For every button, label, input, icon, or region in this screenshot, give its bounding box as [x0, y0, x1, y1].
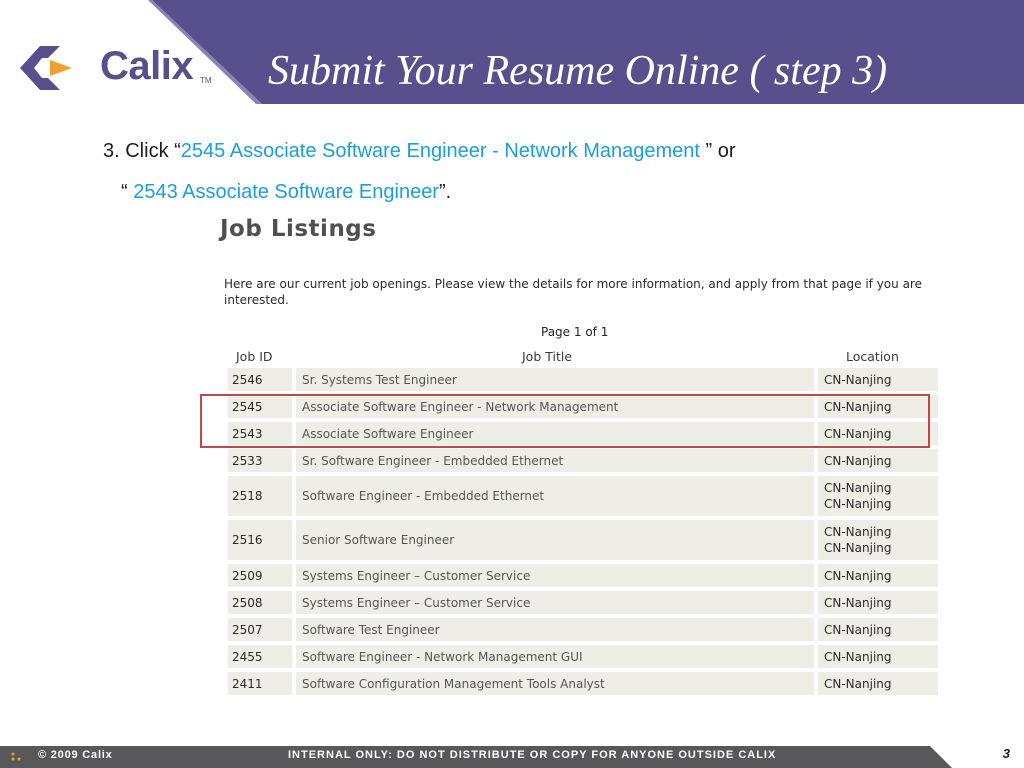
highlight-box — [200, 394, 930, 448]
job-title-link[interactable]: Software Configuration Management Tools Analyst — [296, 672, 814, 695]
job-id-cell: 2543 — [228, 422, 292, 445]
table-row[interactable] — [228, 591, 938, 614]
dots-icon — [10, 751, 24, 763]
job-id-cell: 2533 — [228, 449, 292, 472]
job-title-link[interactable]: Sr. Software Engineer - Embedded Ethernet — [296, 449, 814, 472]
column-header-job-title[interactable]: Job Title — [522, 349, 573, 364]
slide-title: Submit Your Resume Online ( step 3) — [268, 48, 888, 94]
job-title-link[interactable]: Associate Software Engineer - Network Management — [296, 395, 814, 418]
table-row[interactable] — [228, 672, 938, 695]
location-cell — [818, 645, 938, 668]
location-text: CN-Nanjing — [824, 497, 892, 511]
location-text: CN-Nanjing — [824, 649, 892, 664]
pagination-label: Page 1 of 1 — [541, 325, 609, 339]
job-title-link[interactable]: Sr. Systems Test Engineer — [296, 368, 814, 391]
job-listings-intro: Here are our current job openings. Please view the details for more information, and apply from that page if you are interested. — [224, 277, 922, 307]
location-text: CN-Nanjing — [824, 525, 892, 539]
job-title-link[interactable]: Systems Engineer – Customer Service — [296, 591, 814, 614]
job-link-2545[interactable]: 2545 Associate Software Engineer - Network Management — [180, 140, 700, 162]
job-id-cell: 2509 — [228, 564, 292, 587]
instruction-suffix: ” or — [699, 140, 736, 162]
location-text: CN-Nanjing — [824, 676, 892, 691]
location-text: CN-Nanjing — [824, 372, 892, 387]
instruction-suffix-2: ”. — [438, 181, 452, 203]
instruction-prefix: 3. Click “ — [103, 140, 181, 162]
job-link-2543[interactable]: 2543 Associate Software Engineer — [133, 181, 439, 203]
table-row[interactable] — [228, 564, 938, 587]
job-id-cell: 2518 — [228, 476, 292, 516]
location-cell — [818, 618, 938, 641]
job-title-link[interactable]: Software Engineer - Embedded Ethernet — [296, 476, 814, 516]
job-title-link[interactable]: Systems Engineer – Customer Service — [296, 564, 814, 587]
location-text: CN-Nanjing — [824, 453, 892, 468]
table-row[interactable] — [228, 520, 938, 560]
table-row[interactable] — [228, 368, 938, 391]
instruction-line-2 — [121, 179, 451, 205]
logo-wordmark: Calix — [100, 44, 194, 88]
table-row[interactable] — [228, 449, 938, 472]
job-id-cell: 2516 — [228, 520, 292, 560]
job-title-link[interactable]: Senior Software Engineer — [296, 520, 814, 560]
job-title-link[interactable]: Software Engineer - Network Management GUI — [296, 645, 814, 668]
job-listings-panel — [196, 206, 946, 706]
instruction-line-1 — [103, 138, 736, 164]
job-id-cell: 2507 — [228, 618, 292, 641]
calix-logo-icon — [14, 38, 76, 98]
location-text: CN-Nanjing — [824, 481, 892, 495]
location-text: CN-Nanjing — [824, 622, 892, 637]
calix-logo — [14, 38, 212, 98]
location-text: CN-Nanjing — [824, 399, 892, 414]
column-header-job-id[interactable]: Job ID — [236, 349, 273, 364]
location-cell — [818, 449, 938, 472]
job-title-link[interactable]: Software Test Engineer — [296, 618, 814, 641]
page-number: 3 — [1002, 746, 1010, 761]
job-id-cell: 2546 — [228, 368, 292, 391]
column-header-location[interactable]: Location — [846, 349, 899, 364]
footer-copyright: © 2009 Calix — [38, 749, 113, 761]
logo-trademark: TM — [200, 76, 212, 85]
location-cell — [818, 672, 938, 695]
location-text: CN-Nanjing — [824, 595, 892, 610]
location-cell — [818, 591, 938, 614]
job-id-cell: 2508 — [228, 591, 292, 614]
location-cell — [818, 368, 938, 391]
location-cell — [818, 564, 938, 587]
instruction-prefix-2: “ — [121, 181, 134, 203]
location-text: CN-Nanjing — [824, 541, 892, 555]
location-text: CN-Nanjing — [824, 568, 892, 583]
location-text: CN-Nanjing — [824, 426, 892, 441]
footer-notice: INTERNAL ONLY: DO NOT DISTRIBUTE OR COPY FOR ANYONE OUTSIDE CALIX — [288, 749, 777, 761]
job-title-link[interactable]: Associate Software Engineer — [296, 422, 814, 445]
table-header — [228, 346, 938, 368]
location-cell — [818, 476, 938, 516]
table-row[interactable] — [228, 618, 938, 641]
job-listings-title: Job Listings — [220, 216, 377, 242]
job-id-cell: 2545 — [228, 395, 292, 418]
table-row[interactable] — [228, 476, 938, 516]
location-cell — [818, 520, 938, 560]
table-row[interactable] — [228, 645, 938, 668]
job-id-cell: 2455 — [228, 645, 292, 668]
job-id-cell: 2411 — [228, 672, 292, 695]
